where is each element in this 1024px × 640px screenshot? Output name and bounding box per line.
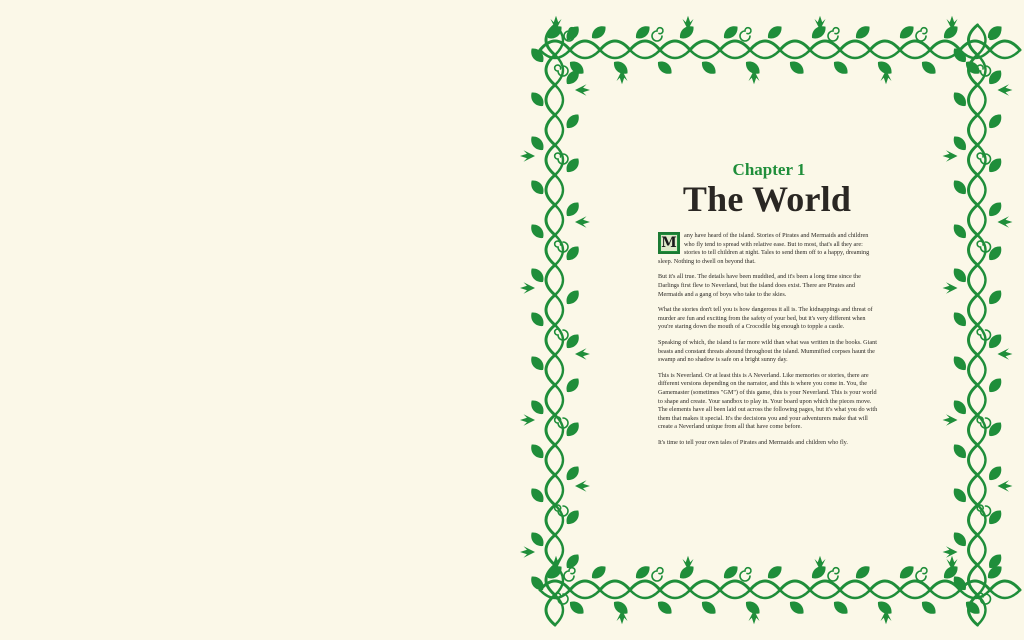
chapter-title: The World [682,179,852,219]
paragraph-3: What the stories don't tell you is how dangerous it all is. The kidnappings and threat of murder are fun and exciting from the safety of your bed, but it's very different when you're staring down the mouth of a Crocodile big enough to topple a castle. [658,306,873,331]
paragraph-4: Speaking of which, the island is far more wild than what was written in the books. Giant beasts and constant threats abound throughout the island. Mummified corpses haunt the swamp and no shadow is safe on a bright sunny day. [658,338,877,364]
dropcap-frame [658,232,680,254]
page-content [658,160,880,454]
dropcap-letter: M [661,234,677,251]
paragraph-2: But it's all true. The details have been muddied, and it's been a long time since the Darlings first flew to Neverland, but the island does exist. There are Pirates and Mermaids and a gang of boys who take to the skies. [658,273,861,298]
paragraph-1-text: any have heard of the island. Stories of Pirates and Mermaids and children who fly tend to spread with relative ease. But to most, that's all they are: stories to tell children at night. Tales to send them off to a happy, dreaming sleep. Nothing to dwell on beyond that. [658,232,870,265]
paragraph-6: It's time to tell your own tales of Pirates and Mermaids and children who fly. [658,438,848,446]
chapter-label: Chapter 1 [732,160,806,179]
paragraph-5: This is Neverland. Or at least this is A Neverland. Like memories or stories, there are different versions depending on the narrator, and this is where you come in. You, the Gamemaster (sometimes "GM") of this game, this is your Neverland. This is your world to shape and create. Your sandbox to play in. Your board upon which the pieces move. The elements have all been laid out across the following pages, but it's what you do with them that makes it special. It's the decisions you and your adventurers make that will create a Neverland unique from all that have come before. [658,371,878,431]
paragraph-1 [658,232,880,266]
